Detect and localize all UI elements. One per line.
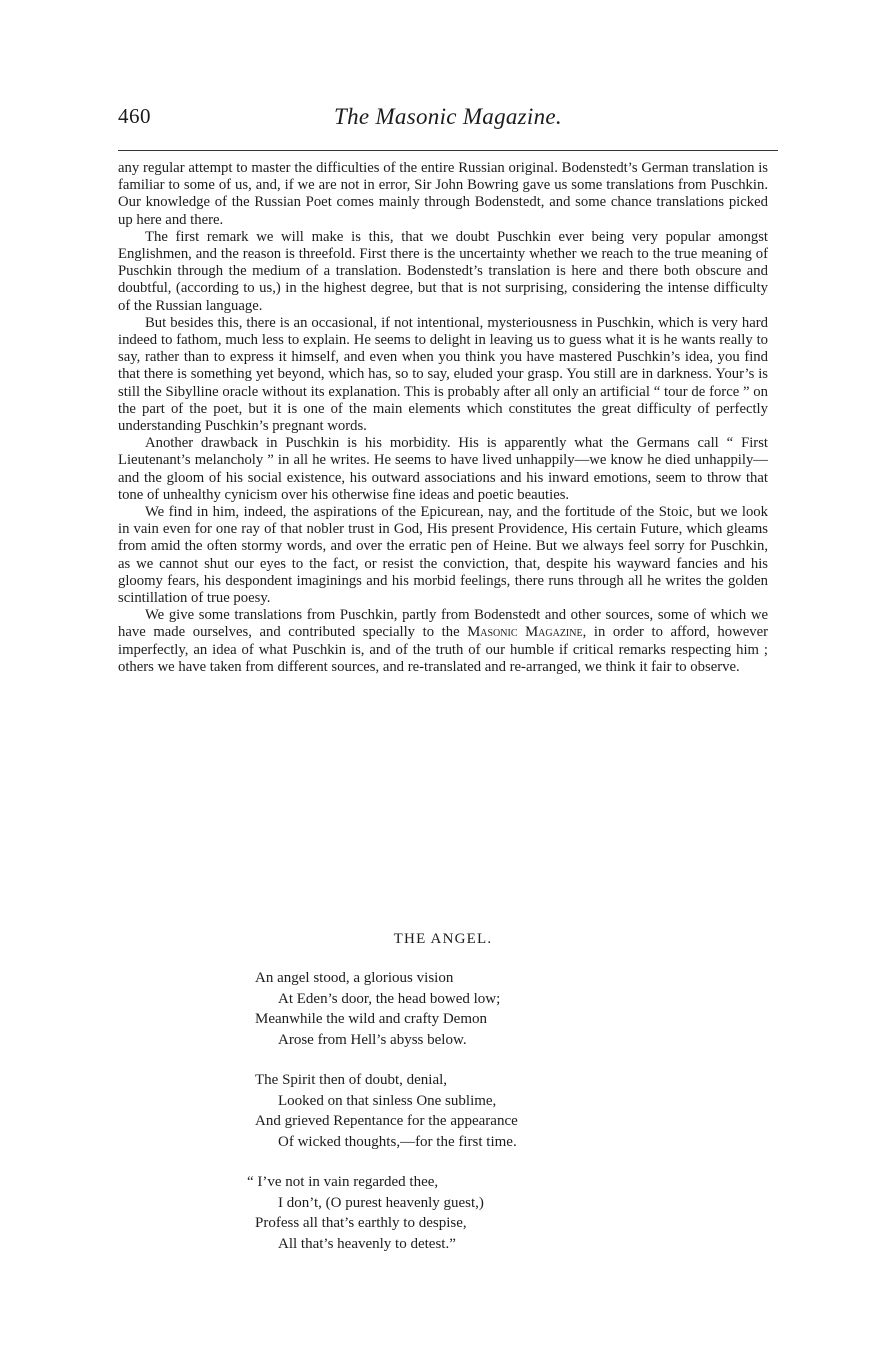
stanza-3 <box>247 1172 675 1254</box>
page-header <box>118 104 778 134</box>
poem-line: All that’s heavenly to detest.” <box>278 1235 456 1252</box>
poem-line: At Eden’s door, the head bowed low; <box>278 990 501 1007</box>
paragraph-2: The first remark we will make is this, that we doubt Puschkin ever being very popular amongst Englishmen, and the reason is threefold. First there is the uncertainty whether we reach to the true meaning of Puschkin through the medium of a translation. Bodenstedt’s translation is here and there both obscure and doubtful, (according to us,) in the highest degree, but that is not surprising, considering the intense difficulty of the Russian language. <box>118 228 768 314</box>
running-title: The Masonic Magazine. <box>334 104 562 129</box>
paragraph-6-before: We give some translations from Puschkin, partly from Bodenstedt and other sources, some of which we have made ourselves, and contributed specially to the <box>118 607 768 641</box>
page-number: 460 <box>118 104 151 128</box>
paragraph-4: Another drawback in Puschkin is his morbidity. His is apparently what the Germans call “ First Lieutenant’s melancholy ” in all he writes. He seems to have lived unhappily—we know he died unhappily—and the gloom of his social existence, his outward associations and his inward emotions, seem to throw that tone of unhealthy cynicism over his otherwise fine ideas and poetic beauties. <box>118 435 768 503</box>
article-body <box>118 160 768 676</box>
magazine-name: Masonic Magazine <box>467 624 583 641</box>
poem-line: And grieved Repentance for the appearance <box>255 1113 518 1129</box>
paragraph-6 <box>118 607 768 676</box>
poem-line: Looked on that sinless One sublime, <box>278 1092 497 1109</box>
paragraph-3: But besides this, there is an occasional, if not intentional, mysteriousness in Puschkin, which is very hard indeed to fathom, much less to explain. He seems to delight in leaving us to guess what it is he wants really to say, rather than to express it himself, and even when you think you have mastered Puschkin’s idea, you find that there is something yet beyond, which has, so to say, eluded your grasp. You still are in darkness. Your’s is still the Sibylline oracle without its explanation. This is probably after all only an artificial “ tour de force ” on the part of the poet, but it is one of the main elements which constitutes the great difficulty of perfectly understanding Puschkin’s pregnant words. <box>118 314 768 435</box>
poem-line: “ I’ve not in vain regarded thee, <box>247 1174 439 1190</box>
stanza-1 <box>255 968 675 1050</box>
poem-title: THE ANGEL. <box>393 931 493 947</box>
paragraph-5: We find in him, indeed, the aspirations of the Epicurean, nay, and the fortitude of the Stoic, but we look in vain even for one ray of that nobler trust in God, His present Providence, His certain Future, which gleams from amid the often stormy words, and over the erratic pen of Heine. But we always feel sorry for Puschkin, as we cannot shut our eyes to the fact, or resist the conviction, that, despite his wayward fancies and his gloomy fears, his despondent imaginings and his morbid feelings, there runs through all he writes the golden scintillation of true poesy. <box>118 504 768 607</box>
header-rule <box>118 150 778 151</box>
poem-line: Of wicked thoughts,—for the first time. <box>278 1133 517 1150</box>
poem-line: Arose from Hell’s abyss below. <box>278 1031 467 1048</box>
paragraph-6-after: , in order to afford, however imperfectly, an idea of what Puschkin is, and of the truth of our humble if critical remarks respecting him ; others we have taken from different sources, and re-translated and re-arranged, we think it fair to observe. <box>118 624 768 675</box>
stanza-2 <box>255 1070 675 1152</box>
poem-line: Profess all that’s earthly to despise, <box>255 1215 467 1231</box>
paragraph-1: any regular attempt to master the difficulties of the entire Russian original. Bodenstedt’s German translation is familiar to some of us, and, if we are not in error, Sir John Bowring gave us some translations from Puschkin. Our knowledge of the Russian Poet comes mainly through Bodenstedt, and some chance translations picked up here and there. <box>118 160 768 228</box>
poem-line: I don’t, (O purest heavenly guest,) <box>278 1194 484 1211</box>
poem-line: An angel stood, a glorious vision <box>255 970 454 986</box>
poem-line: Meanwhile the wild and crafty Demon <box>255 1011 488 1027</box>
poem <box>247 968 675 1274</box>
poem-line: The Spirit then of doubt, denial, <box>255 1072 448 1088</box>
